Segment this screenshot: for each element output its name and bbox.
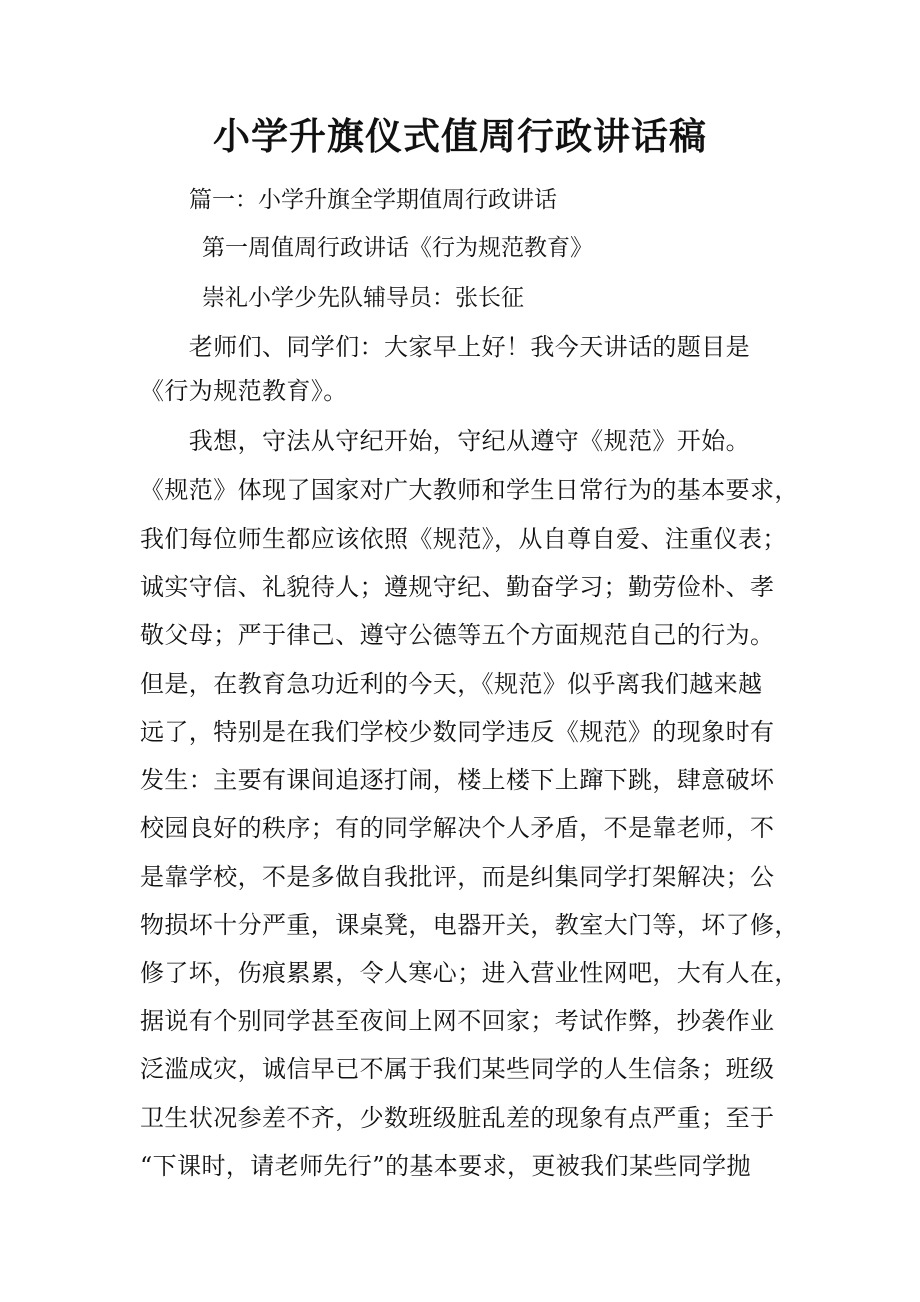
body-line: 泛滥成灾，诚信早已不属于我们某些同学的人生信条；班级 (140, 1055, 775, 1083)
body-line: 物损坏十分严重，课桌凳，电器开关，教室大门等，坏了修， (140, 911, 799, 939)
body-line: 但是，在教育急功近利的今天，《规范》似乎离我们越来越 (140, 670, 763, 698)
body-line: 据说有个别同学甚至夜间上网不回家；考试作弊，抄袭作业 (140, 1007, 775, 1035)
body-line: 诚实守信、礼貌待人；遵规守纪、勤奋学习；勤劳俭朴、孝 (140, 573, 775, 601)
body-line: 是靠学校，不是多做自我批评，而是纠集同学打架解决；公 (140, 863, 775, 891)
body-line: “下课时，请老师先行”的基本要求，更被我们某些同学抛 (140, 1152, 751, 1180)
body-line: 《行为规范教育》。 (140, 377, 348, 405)
document-title: 小学升旗仪式值周行政讲话稿 (213, 114, 707, 158)
body-line: 《规范》体现了国家对广大教师和学生日常行为的基本要求， (140, 476, 799, 504)
body-line: 卫生状况参差不齐，少数班级脏乱差的现象有点严重；至于 (140, 1104, 775, 1132)
body-line: 我们每位师生都应该依照《规范》，从自尊自爱、注重仪表； (140, 525, 787, 553)
body-line: 修了坏，伤痕累累，令人寒心；进入营业性网吧，大有人在， (140, 959, 799, 987)
body-line: 发生：主要有课间追逐打闹，楼上楼下上蹿下跳，肆意破坏 (140, 766, 775, 794)
body-line: 远了，特别是在我们学校少数同学违反《规范》的现象时有 (140, 718, 775, 746)
week-heading: 第一周值周行政讲话《行为规范教育》 (202, 235, 593, 261)
speaker-line: 崇礼小学少先队辅导员：张长征 (202, 285, 524, 311)
body-line: 敬父母；严于律己、遵守公德等五个方面规范自己的行为。 (140, 621, 775, 649)
section-heading: 篇一：小学升旗全学期值周行政讲话 (189, 187, 557, 213)
body-line: 老师们、同学们：大家早上好！我今天讲话的题目是 (140, 333, 750, 361)
body-line: 校园良好的秩序；有的同学解决个人矛盾，不是靠老师，不 (140, 814, 775, 842)
body-line: 我想，守法从守纪开始，守纪从遵守《规范》开始。 (140, 427, 750, 455)
